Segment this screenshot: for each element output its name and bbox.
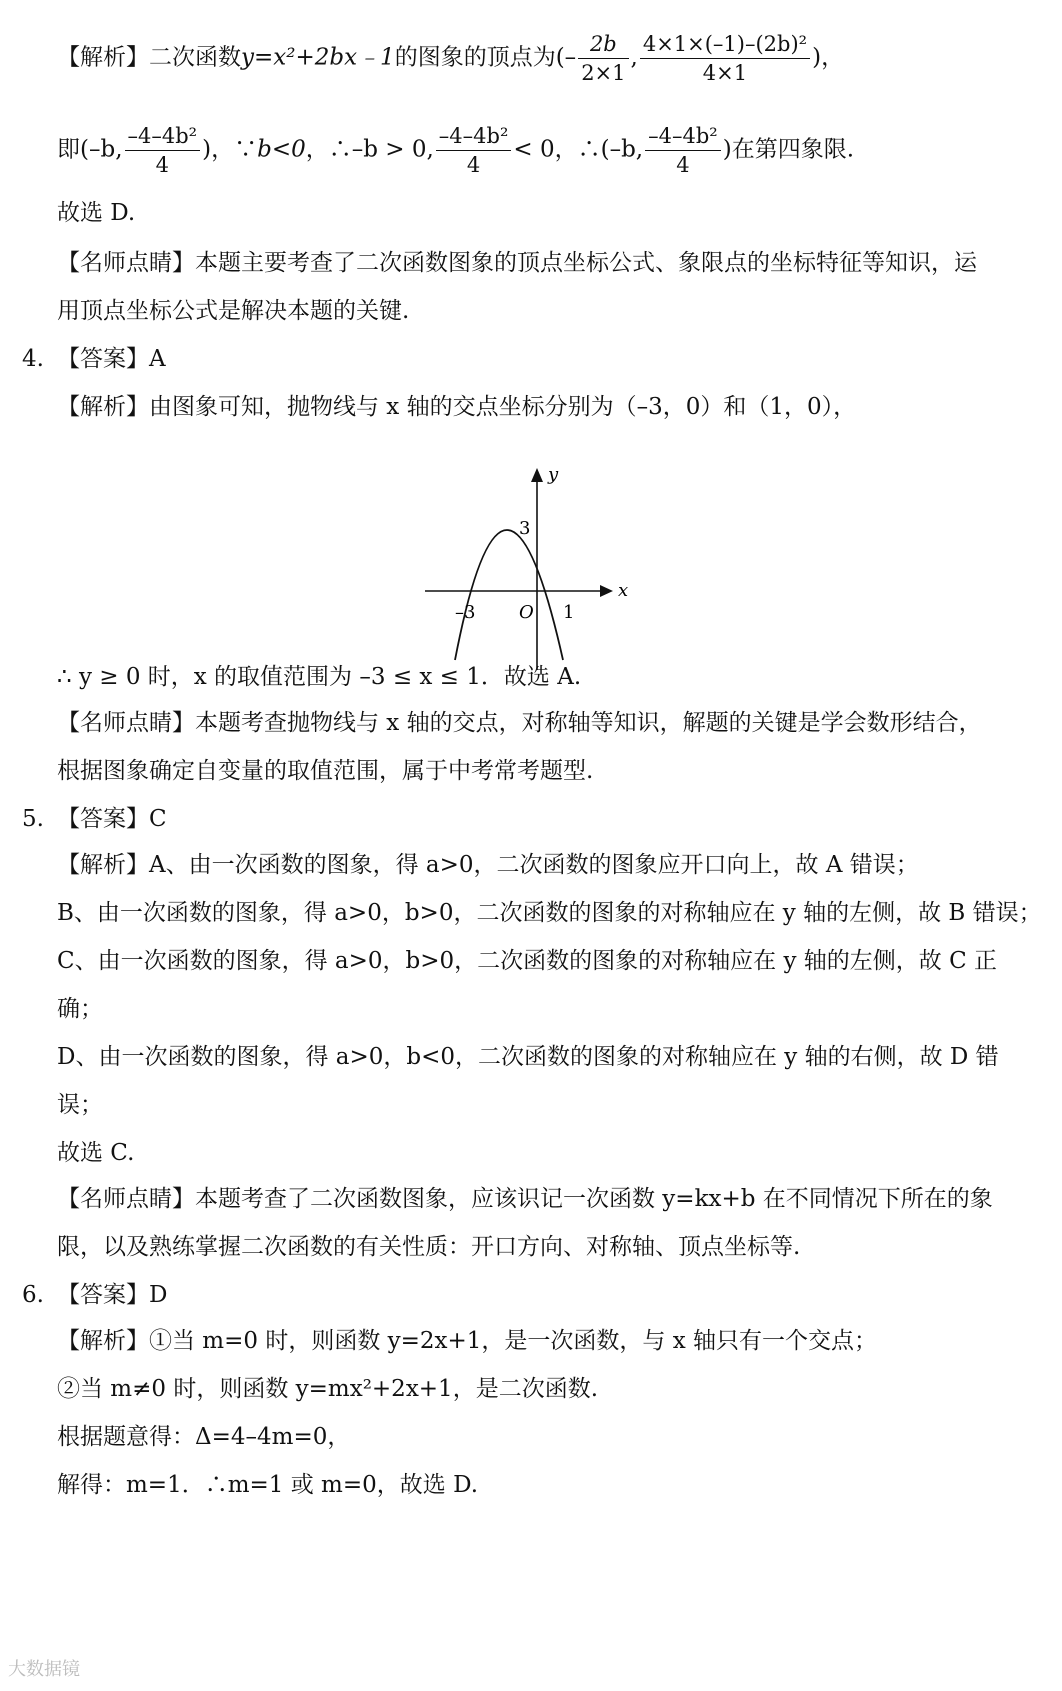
q3-explanation-line-1: 【解析】二次函数y=x²+2bx﹣1的图象的顶点为(– $\frac{2b}{2\times 1}$ , $\frac{\text{4×1×(–1)–(2b)²}}{4\times 1}$ )，: [57, 32, 845, 85]
q4-explanation: 【解析】由图象可知，抛物线与 x 轴的交点坐标分别为（–3，0）和（1，0），: [57, 394, 857, 420]
q5-line-2: B、由一次函数的图象，得 a>0，b>0，二次函数的图象的对称轴应在 y 轴的左侧，故 B 错误；: [57, 900, 1042, 926]
q6-line-3: 根据题意得：Δ=4–4m=0，: [57, 1424, 351, 1450]
tick-label-3: 3: [519, 518, 531, 539]
y-axis-label: y: [548, 464, 559, 485]
q4-tip-line-1: 【名师点睛】本题考查抛物线与 x 轴的交点，对称轴等知识，解题的关键是学会数形结合，: [57, 710, 982, 736]
tick-label-1: 1: [563, 602, 575, 623]
q6-number: 6.: [22, 1282, 44, 1308]
x-axis-label: x: [618, 580, 629, 601]
q3-vertex-fraction-b: $\frac{\text{–4–4b²}}{4}$: [436, 122, 512, 179]
q3-vertex-fraction-c: $\frac{\text{–4–4b²}}{4}$: [645, 122, 721, 179]
q3-tip-line-2: 用顶点坐标公式是解决本题的关键.: [57, 298, 410, 324]
y-axis-arrow: [531, 468, 543, 482]
q5-tip-line-1: 【名师点睛】本题考查了二次函数图象，应该识记一次函数 y=kx+b 在不同情况下所在的象: [57, 1186, 993, 1212]
q4-conclusion: ∴ y ≥ 0 时，x 的取值范围为 –3 ≤ x ≤ 1．故选 A.: [57, 664, 582, 690]
q3-function: y=x²+2bx﹣1: [241, 44, 395, 71]
q5-line-4: 确；: [57, 996, 103, 1022]
q3-paren-open: (–: [555, 44, 577, 71]
q3-vertex-fraction-a: $\frac{\text{–4–4b²}}{4}$: [125, 122, 201, 179]
tick-label-minus-3: –3: [455, 602, 476, 623]
q3-fraction-1: $\frac{2b}{2\times 1}$: [578, 30, 628, 87]
q3-choice: 故选 D.: [57, 200, 136, 226]
q3-tip-line-1: 【名师点睛】本题主要考查了二次函数图象的顶点坐标公式、象限点的坐标特征等知识，运: [57, 250, 977, 276]
q5-answer: 【答案】C: [57, 806, 167, 832]
x-axis-arrow: [600, 585, 613, 597]
q6-answer: 【答案】D: [57, 1282, 168, 1308]
q4-number: 4.: [22, 346, 44, 372]
q3-exp-text: 的图象的顶点为: [394, 44, 556, 71]
q3-fraction-2: $\frac{\text{4×1×(–1)–(2b)²}}{4\times 1}$: [640, 30, 810, 87]
watermark: 大数据镜: [8, 1659, 80, 1680]
q4-answer: 【答案】A: [57, 346, 166, 372]
q5-line-5: D、由一次函数的图象，得 a>0，b<0，二次函数的图象的对称轴应在 y 轴的右侧，故 D 错: [57, 1044, 999, 1070]
q6-line-1: 【解析】①当 m=0 时，则函数 y=2x+1，是一次函数，与 x 轴只有一个交点；: [57, 1328, 878, 1354]
q5-number: 5.: [22, 806, 44, 832]
q6-line-2: ②当 m≠0 时，则函数 y=mx²+2x+1，是二次函数.: [57, 1376, 599, 1402]
q4-tip-line-2: 根据图象确定自变量的取值范围，属于中考常考题型.: [57, 758, 594, 784]
q5-tip-line-2: 限，以及熟练掌握二次函数的有关性质：开口方向、对称轴、顶点坐标等.: [57, 1234, 801, 1260]
q3-explanation-line-2: 即(–b, $\frac{\text{–4–4b²}}{4}$ )，∵b<0，∴–b > 0, $\frac{\text{–4–4b²}}{4}$ < 0，∴(–b, $\frac{\text{–4–4b²}}{4}$ )在第四象限.: [57, 124, 855, 177]
q5-line-7: 故选 C.: [57, 1140, 135, 1166]
q5-line-6: 误；: [57, 1092, 103, 1118]
q6-line-4: 解得：m=1．∴m=1 或 m=0，故选 D.: [57, 1472, 479, 1498]
q3-exp-label: 【解析】二次函数: [57, 44, 241, 71]
parabola-graph: [425, 460, 640, 675]
origin-label: O: [519, 602, 534, 623]
q5-line-3: C、由一次函数的图象，得 a>0，b>0，二次函数的图象的对称轴应在 y 轴的左侧，故 C 正: [57, 948, 997, 974]
q3-paren-close: )，: [812, 44, 845, 71]
parabola-curve: [455, 530, 563, 660]
q5-line-1: 【解析】A、由一次函数的图象，得 a>0，二次函数的图象应开口向上，故 A 错误；: [57, 852, 919, 878]
